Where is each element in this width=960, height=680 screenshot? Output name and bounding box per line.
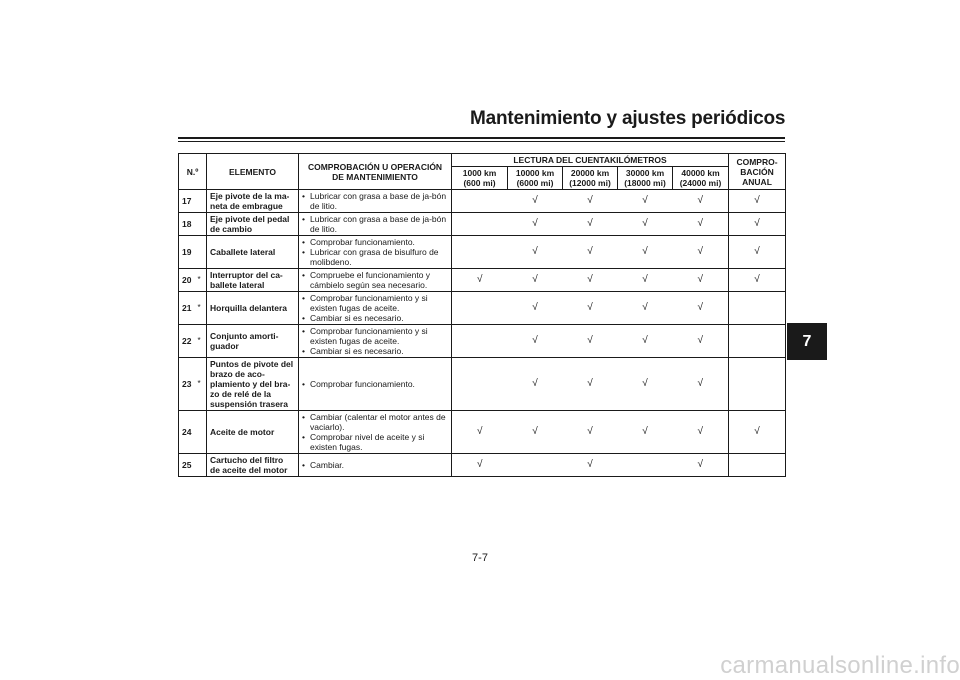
check-mark: √ [673,190,729,213]
odometer-mi: (600 mi) [463,178,496,188]
table-row [179,411,786,454]
element-name: Horquilla delantera [207,292,299,325]
row-number: 24 [179,411,198,454]
operation-item: • Lubricar con grasa a base de ja-bón de litio. [302,191,448,211]
check-mark: √ [563,454,618,477]
check-mark: √ [508,292,563,325]
check-mark: √ [729,190,786,213]
operation-item: • Cambiar si es necesario. [302,313,448,323]
table-row [179,454,786,477]
check-mark: √ [508,213,563,236]
operation-cell [299,358,452,411]
odometer-km: 20000 km [570,168,610,178]
row-number: 20 [179,269,198,292]
dealer-service-mark [198,454,207,477]
check-mark: √ [508,411,563,454]
element-name: Cartucho del filtro de aceite del motor [207,454,299,477]
row-number: 17 [179,190,198,213]
table-row [179,269,786,292]
empty-cell [452,292,508,325]
operation-item: • Cambiar (calentar el motor antes de vaciarlo). [302,412,448,432]
operation-list [302,326,448,356]
header-odometer-1 [508,167,563,190]
empty-cell [729,358,786,411]
operation-item: • Comprobar funcionamiento. [302,237,448,247]
check-mark: √ [563,358,618,411]
title-rule [178,137,785,139]
operation-list [302,237,448,267]
check-mark: √ [729,269,786,292]
header-element: ELEMENTO [207,154,299,190]
operation-cell [299,325,452,358]
check-mark: √ [618,269,673,292]
check-mark: √ [673,236,729,269]
odometer-km: 1000 km [462,168,497,178]
check-mark: √ [508,325,563,358]
watermark: carmanualsonline.info [720,652,960,679]
operation-item: • Cambiar si es necesario. [302,346,448,356]
check-mark: √ [563,190,618,213]
header-operation: COMPROBACIÓN U OPERACIÓN DE MANTENIMIENTO [299,154,452,190]
table-row [179,190,786,213]
operation-list [302,270,448,290]
check-mark: √ [618,236,673,269]
dealer-service-mark [198,236,207,269]
header-odometer-2 [563,167,618,190]
table-row [179,325,786,358]
row-number: 21 [179,292,198,325]
operation-cell [299,269,452,292]
operation-cell [299,292,452,325]
header-odometer-3 [618,167,673,190]
check-mark: √ [729,236,786,269]
operation-list [302,191,448,211]
odometer-mi: (18000 mi) [624,178,666,188]
header-odometer-0 [452,167,508,190]
operation-list [302,379,448,389]
empty-cell [729,454,786,477]
check-mark: √ [563,411,618,454]
row-number: 25 [179,454,198,477]
check-mark: √ [563,213,618,236]
operation-item: • Compruebe el funcionamiento y cámbielo según sea necesario. [302,270,448,290]
row-number: 19 [179,236,198,269]
odometer-mi: (12000 mi) [569,178,611,188]
check-mark: √ [563,325,618,358]
chapter-tab[interactable]: 7 [787,323,827,360]
element-name: Eje pivote del pedal de cambio [207,213,299,236]
table-row [179,213,786,236]
operation-item: • Lubricar con grasa de bisulfuro de molibdeno. [302,247,448,267]
odometer-mi: (6000 mi) [516,178,554,188]
check-mark: √ [508,190,563,213]
check-mark: √ [618,325,673,358]
table-row [179,292,786,325]
title-rule-thin [178,141,785,142]
operation-cell [299,236,452,269]
empty-cell [618,454,673,477]
check-mark: √ [673,454,729,477]
check-mark: √ [673,325,729,358]
operation-cell [299,411,452,454]
check-mark: √ [563,269,618,292]
operation-item: • Comprobar funcionamiento. [302,379,448,389]
check-mark: √ [673,269,729,292]
dealer-service-mark: * [198,269,207,292]
element-name: Caballete lateral [207,236,299,269]
check-mark: √ [618,190,673,213]
header-annual: COMPRO-BACIÓN ANUAL [729,154,786,190]
dealer-service-mark [198,213,207,236]
dealer-service-mark [198,190,207,213]
check-mark: √ [618,358,673,411]
header-odometer-group: LECTURA DEL CUENTAKILÓMETROS [452,154,729,167]
check-mark: √ [729,411,786,454]
odometer-km: 10000 km [515,168,555,178]
operation-cell [299,213,452,236]
operation-list [302,293,448,323]
check-mark: √ [618,292,673,325]
check-mark: √ [563,236,618,269]
dealer-service-mark: * [198,325,207,358]
operation-item: • Cambiar. [302,460,448,470]
operation-cell [299,190,452,213]
dealer-service-mark [198,411,207,454]
operation-list [302,214,448,234]
element-name: Eje pivote de la ma-neta de embrague [207,190,299,213]
element-name: Conjunto amorti-guador [207,325,299,358]
operation-list [302,412,448,452]
row-number: 22 [179,325,198,358]
check-mark: √ [673,411,729,454]
check-mark: √ [673,358,729,411]
check-mark: √ [729,213,786,236]
maintenance-table [178,153,786,477]
empty-cell [729,292,786,325]
check-mark: √ [673,292,729,325]
odometer-km: 30000 km [625,168,665,178]
table-row [179,236,786,269]
empty-cell [452,358,508,411]
element-name: Puntos de pivote del brazo de aco-plamiento y del bra-zo de relé de la suspensión trasera [207,358,299,411]
element-name: Aceite de motor [207,411,299,454]
check-mark: √ [618,411,673,454]
page-number: 7-7 [472,552,488,564]
empty-cell [452,213,508,236]
row-number: 18 [179,213,198,236]
check-mark: √ [673,213,729,236]
operation-cell [299,454,452,477]
check-mark: √ [452,269,508,292]
operation-item: • Comprobar funcionamiento y si existen fugas de aceite. [302,326,448,346]
operation-item: • Comprobar funcionamiento y si existen fugas de aceite. [302,293,448,313]
check-mark: √ [452,454,508,477]
operation-item: • Comprobar nivel de aceite y si existen fugas. [302,432,448,452]
empty-cell [508,454,563,477]
check-mark: √ [508,269,563,292]
check-mark: √ [508,236,563,269]
empty-cell [452,236,508,269]
table-row [179,358,786,411]
element-name: Interruptor del ca-ballete lateral [207,269,299,292]
odometer-km: 40000 km [681,168,720,178]
empty-cell [452,190,508,213]
empty-cell [452,325,508,358]
dealer-service-mark: * [198,292,207,325]
check-mark: √ [618,213,673,236]
empty-cell [729,325,786,358]
operation-item: • Lubricar con grasa a base de ja-bón de litio. [302,214,448,234]
dealer-service-mark: * [198,358,207,411]
check-mark: √ [508,358,563,411]
header-num: N.º [179,154,207,190]
row-number: 23 [179,358,198,411]
header-odometer-4 [673,167,729,190]
check-mark: √ [563,292,618,325]
operation-list [302,460,448,470]
odometer-mi: (24000 mi) [679,178,722,188]
check-mark: √ [452,411,508,454]
page-title: Mantenimiento y ajustes periódicos [470,108,786,129]
